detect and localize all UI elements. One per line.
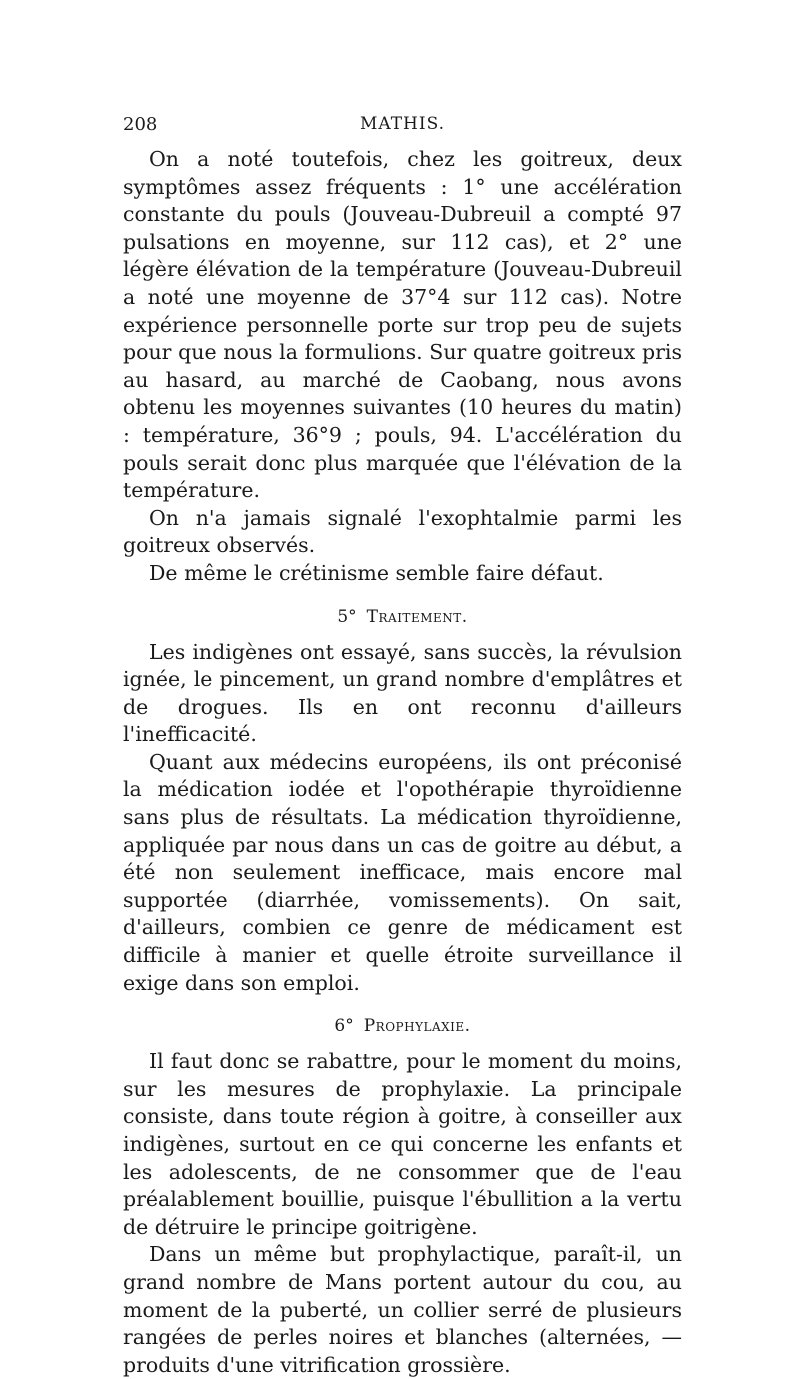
page-body [123, 146, 682, 1379]
section-number: 6° [334, 1016, 354, 1037]
paragraph: On n'a jamais signalé l'exophtalmie parmi les goitreux observés. [123, 505, 682, 558]
paragraph: Les indigènes ont essayé, sans succès, la révulsion ignée, le pincement, un grand nombre d'emplâtres et de drogues. Ils en ont reconnu d'ailleurs l'inefficacité. [123, 639, 682, 747]
paragraph: Il faut donc se rabattre, pour le moment du moins, sur les mesures de prophylaxie. La principale consiste, dans toute région à goitre, à conseiller aux indigènes, surtout en ce qui concerne les enfants et les adolescents, de ne consommer que de l'eau préalablement bouillie, puisque l'ébullition a la vertu de détruire le principe goitrigène. [123, 1049, 682, 1239]
running-title: MATHIS. [359, 114, 446, 134]
paragraph: Dans un même but prophylactique, paraît-il, un grand nombre de Mans portent autour du cou, au moment de la puberté, un collier serré de plusieurs rangées de perles noires et blanches (alternées, — produits d'une vitrification grossière. [123, 1242, 682, 1377]
section-heading-traitement [123, 606, 682, 628]
section-title: Traitement. [366, 606, 468, 627]
paragraph: On a noté toutefois, chez les goitreux, deux symptômes assez fréquents : 1° une accélération constante du pouls (Jouveau-Dubreuil a compté 97 pulsations en moyenne, sur 112 cas), et 2° une légère élévation de la température (Jouveau-Dubreuil a noté une moyenne de 37°4 sur 112 cas). Notre expérience personnelle porte sur trop peu de sujets pour que nous la formulions. Sur quatre goitreux pris au hasard, au marché de Caobang, nous avons obtenu les moyennes suivantes (10 heures du matin) : température, 36°9 ; pouls, 94. L'accélération du pouls serait donc plus marquée que l'élévation de la température. [123, 147, 682, 503]
paragraph: De même le crétinisme semble faire défaut. [149, 560, 604, 585]
paragraph: Quant aux médecins européens, ils ont préconisé la médication iodée et l'opothérapie thyroïdienne sans plus de résultats. La médication thyroïdienne, appliquée par nous dans un cas de goitre au début, a été non seulement inefficace, mais encore mal supportée (diarrhée, vomissements). On sait, d'ailleurs, combien ce genre de médicament est difficile à manier et quelle étroite surveillance il exige dans son emploi. [123, 749, 682, 995]
page-header [123, 114, 682, 138]
section-number: 5° [337, 606, 357, 627]
section-title: Prophylaxie. [363, 1016, 471, 1037]
section-heading-prophylaxie [123, 1015, 682, 1037]
page-number: 208 [123, 114, 158, 135]
